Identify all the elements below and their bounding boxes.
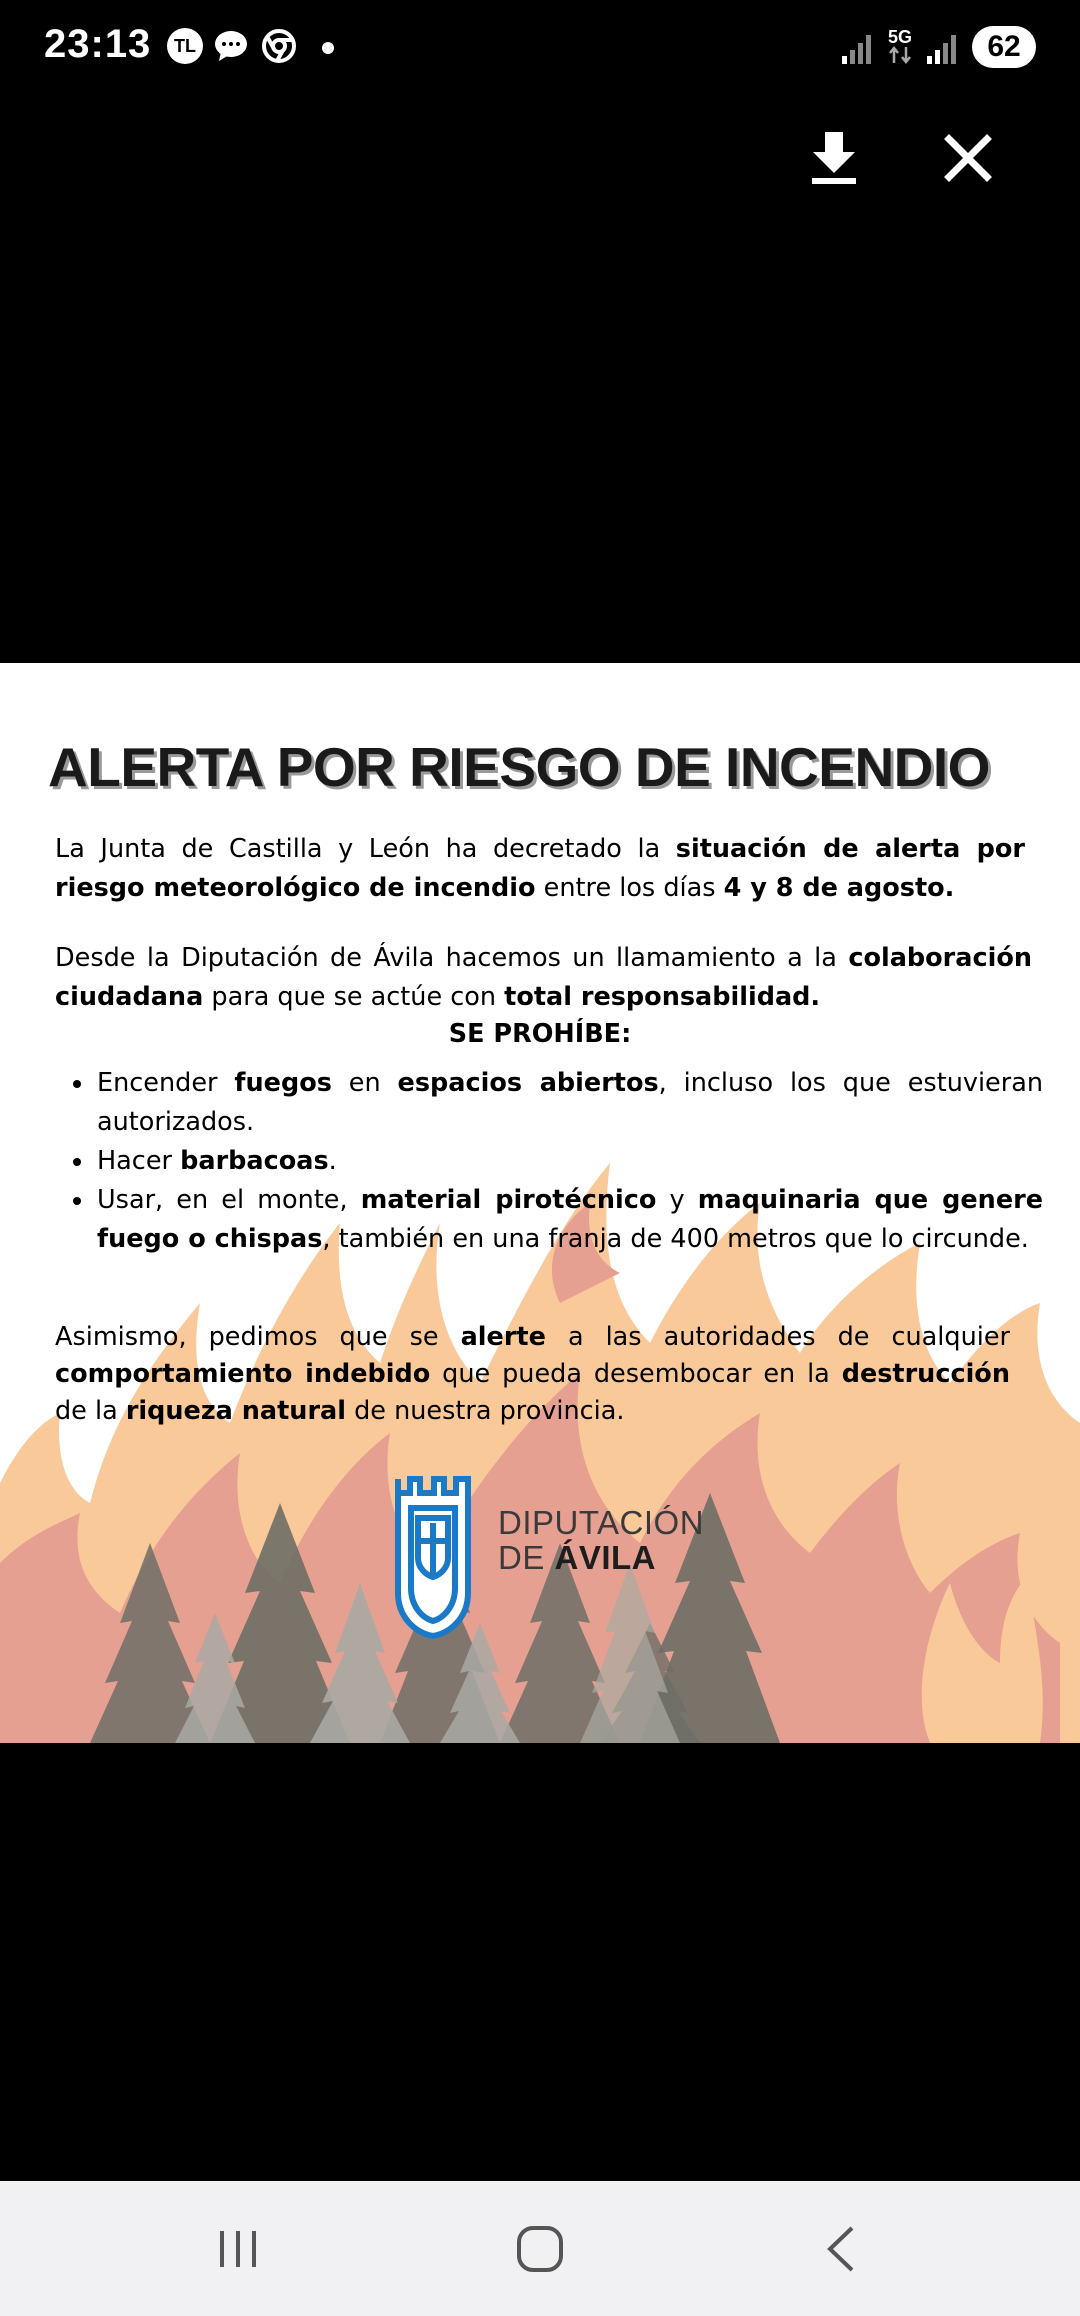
p3-bold-1: alerte [460,1322,546,1352]
list-item [95,1064,1043,1142]
item2-bold-1: barbacoas [180,1146,329,1176]
item1-text-3: , incluso los que estuvieran autorizados. [97,1068,1044,1137]
list-item [95,1142,1043,1181]
chat-bubble-icon [213,28,249,64]
p3-text-2: a las autoridades de cualquier [545,1322,1010,1352]
p3-text-3: que pueda desembocar en la [430,1359,842,1389]
navigation-bar [0,2181,1080,2316]
status-bar [0,0,1080,96]
p2-text-2: para que se actúe con [203,982,505,1012]
clock: 23:13 [44,22,152,66]
p3-bold-3: destrucción [841,1359,1010,1389]
close-button[interactable] [930,120,1006,196]
signal-strength-icon [840,30,876,66]
p1-bold-1: situación de alerta por riesgo meteorológico de incendio [55,834,1025,903]
item3-text-3: , también en una franja de 400 metros que lo circunde. [322,1224,1029,1254]
close-icon [944,134,992,182]
item3-bold-2: maquinaria que genere fuego o chispas [97,1185,1044,1254]
download-button[interactable] [796,120,872,196]
item3-text-1: Usar, en el monte, [97,1185,361,1215]
home-button[interactable] [500,2211,580,2287]
prohibition-list [55,1064,1043,1259]
recent-apps-button[interactable] [198,2211,278,2287]
item3-text-2: y [656,1185,698,1215]
more-dot-icon [322,42,334,54]
p1-bold-2: 4 y 8 de agosto. [723,873,955,903]
p2-bold-2: total responsabilidad. [504,982,821,1012]
back-icon [822,2224,862,2274]
appeal-paragraph [55,939,1032,1017]
p1-text-1: La Junta de Castilla y León ha decretado la [55,834,676,864]
diputacion-avila-logo [498,1505,704,1575]
logo-line-2a: DE [498,1539,555,1576]
intro-paragraph [55,830,1025,908]
data-arrows-icon [887,46,913,64]
p3-text-5: de nuestra provincia. [346,1396,625,1426]
chrome-icon [261,28,297,64]
p2-bold-1: colaboración ciudadana [55,943,1032,1012]
p3-text-4: de la [55,1396,126,1426]
p1-text-2: entre los días [535,873,724,903]
item2-text-1: Hacer [97,1146,181,1176]
network-label: 5G [887,27,912,47]
diputacion-avila-crest [398,1479,468,1636]
item1-text-2: en [331,1068,398,1098]
list-item [95,1181,1043,1259]
battery-indicator: 62 [972,26,1036,68]
logo-line-1: DIPUTACIÓN [498,1504,705,1541]
item3-bold-1: material pirotécnico [360,1185,657,1215]
download-icon [808,130,860,186]
back-button[interactable] [802,2211,882,2287]
poster-title: ALERTA POR RIESGO DE INCENDIO [48,736,990,798]
closing-paragraph [55,1319,1010,1430]
logo-line-2 [498,1540,704,1575]
logo-line-2b: ÁVILA [554,1539,657,1576]
item1-bold-2: espacios abiertos [397,1068,659,1098]
p3-bold-4: riqueza natural [125,1396,346,1426]
network-indicator [887,28,913,67]
home-icon [515,2224,565,2274]
item1-text-1: Encender [97,1068,235,1098]
p3-bold-2: comportamiento indebido [55,1359,431,1389]
tl-app-icon: TL [167,28,203,64]
poster-image [0,663,1080,1743]
p3-text-1: Asimismo, pedimos que se [55,1322,461,1352]
signal-strength-2-icon [925,30,961,66]
item1-bold-1: fuegos [234,1068,332,1098]
recent-apps-icon [214,2225,262,2273]
prohibition-heading: SE PROHÍBE: [448,1019,632,1049]
item2-text-2: . [328,1146,337,1176]
p2-text-1: Desde la Diputación de Ávila hacemos un llamamiento a la [55,943,849,973]
